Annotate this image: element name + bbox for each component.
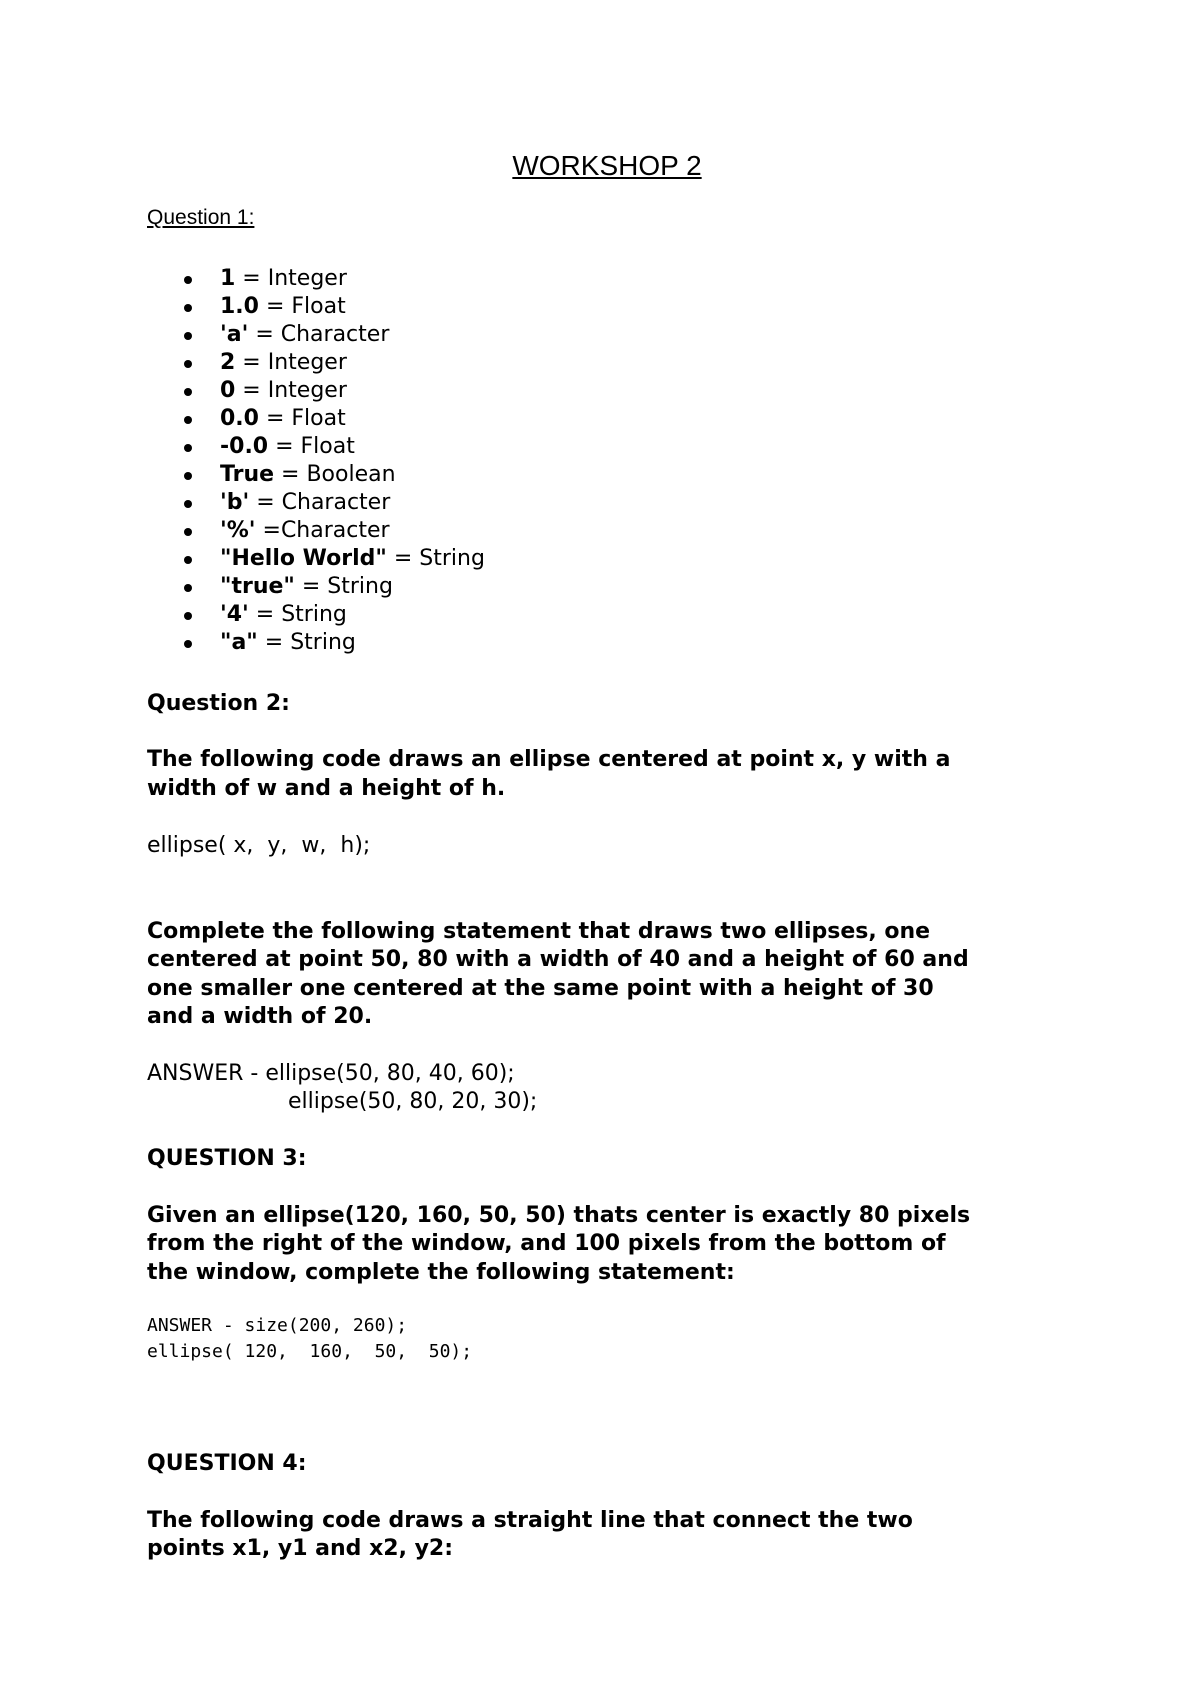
question-2-task-line-1: Complete the following statement that draws two ellipses, one [147, 919, 931, 944]
question-2-task-line-4: and a width of 20. [147, 1004, 373, 1029]
question-2-heading: Question 2: [147, 691, 290, 716]
literal-value: True [220, 462, 275, 487]
question-2-prompt-line-1: The following code draws an ellipse centered at point x, y with a [147, 747, 951, 772]
type-name: = Integer [235, 350, 347, 375]
literal-value: 0 [220, 378, 236, 403]
question-4-heading: QUESTION 4: [147, 1451, 307, 1476]
literal-value: '4' [220, 602, 249, 627]
list-item [182, 573, 485, 601]
document-title: WORKSHOP 2 [512, 150, 702, 181]
question-2-task-line-2: centered at point 50, 80 with a width of 40 and a height of 60 and [147, 947, 969, 972]
literal-value: 'a' [220, 322, 249, 347]
list-item [182, 601, 485, 629]
type-name: = Float [268, 434, 355, 459]
type-name: = Float [258, 406, 346, 431]
literal-value: 0.0 [220, 406, 259, 431]
question-4-prompt-line-1: The following code draws a straight line that connect the two [147, 1508, 913, 1533]
question-2-code: ellipse( x, y, w, h); [147, 833, 371, 858]
list-item [182, 349, 485, 377]
literal-value: 1.0 [220, 294, 259, 319]
list-item [182, 489, 485, 517]
literal-value: "a" [220, 630, 258, 655]
question-4-prompt-line-2: points x1, y1 and x2, y2: [147, 1536, 454, 1561]
type-name: = Integer [235, 378, 347, 403]
question-1-answer-list [182, 265, 485, 657]
type-name: = Integer [235, 266, 347, 291]
type-name: = Boolean [274, 462, 396, 487]
question-1-heading: Question 1: [147, 206, 255, 229]
list-item [182, 629, 485, 657]
question-3-answer-line-1: ANSWER - size(200, 260); [147, 1315, 408, 1336]
list-item [182, 377, 485, 405]
literal-value: -0.0 [220, 434, 269, 459]
list-item [182, 461, 485, 489]
type-name: = String [294, 574, 393, 599]
type-name: = String [257, 630, 356, 655]
list-item [182, 321, 485, 349]
list-item [182, 517, 485, 545]
type-name: =Character [255, 518, 390, 543]
question-3-heading: QUESTION 3: [147, 1146, 307, 1171]
question-3-prompt-line-3: the window, complete the following statement: [147, 1260, 735, 1285]
question-3-prompt-line-2: from the right of the window, and 100 pixels from the bottom of [147, 1231, 946, 1256]
type-name: = Character [248, 322, 390, 347]
list-item [182, 545, 485, 573]
literal-value: 'b' [220, 490, 250, 515]
literal-value: '%' [220, 518, 256, 543]
literal-value: "true" [220, 574, 295, 599]
type-name: = String [386, 546, 485, 571]
literal-value: 2 [220, 350, 236, 375]
type-name: = String [248, 602, 347, 627]
list-item [182, 405, 485, 433]
list-item [182, 293, 485, 321]
question-3-prompt-line-1: Given an ellipse(120, 160, 50, 50) thats center is exactly 80 pixels [147, 1203, 971, 1228]
question-2-task-line-3: one smaller one centered at the same point with a height of 30 [147, 976, 934, 1001]
type-name: = Character [249, 490, 391, 515]
literal-value: "Hello World" [220, 546, 387, 571]
question-3-answer-line-2: ellipse( 120, 160, 50, 50); [147, 1341, 473, 1362]
question-2-answer-line-2: ellipse(50, 80, 20, 30); [288, 1089, 538, 1114]
literal-value: 1 [220, 266, 236, 291]
question-2-answer-line-1: ANSWER - ellipse(50, 80, 40, 60); [147, 1061, 515, 1086]
list-item [182, 433, 485, 461]
list-item [182, 265, 485, 293]
type-name: = Float [258, 294, 346, 319]
question-2-prompt-line-2: width of w and a height of h. [147, 776, 506, 801]
